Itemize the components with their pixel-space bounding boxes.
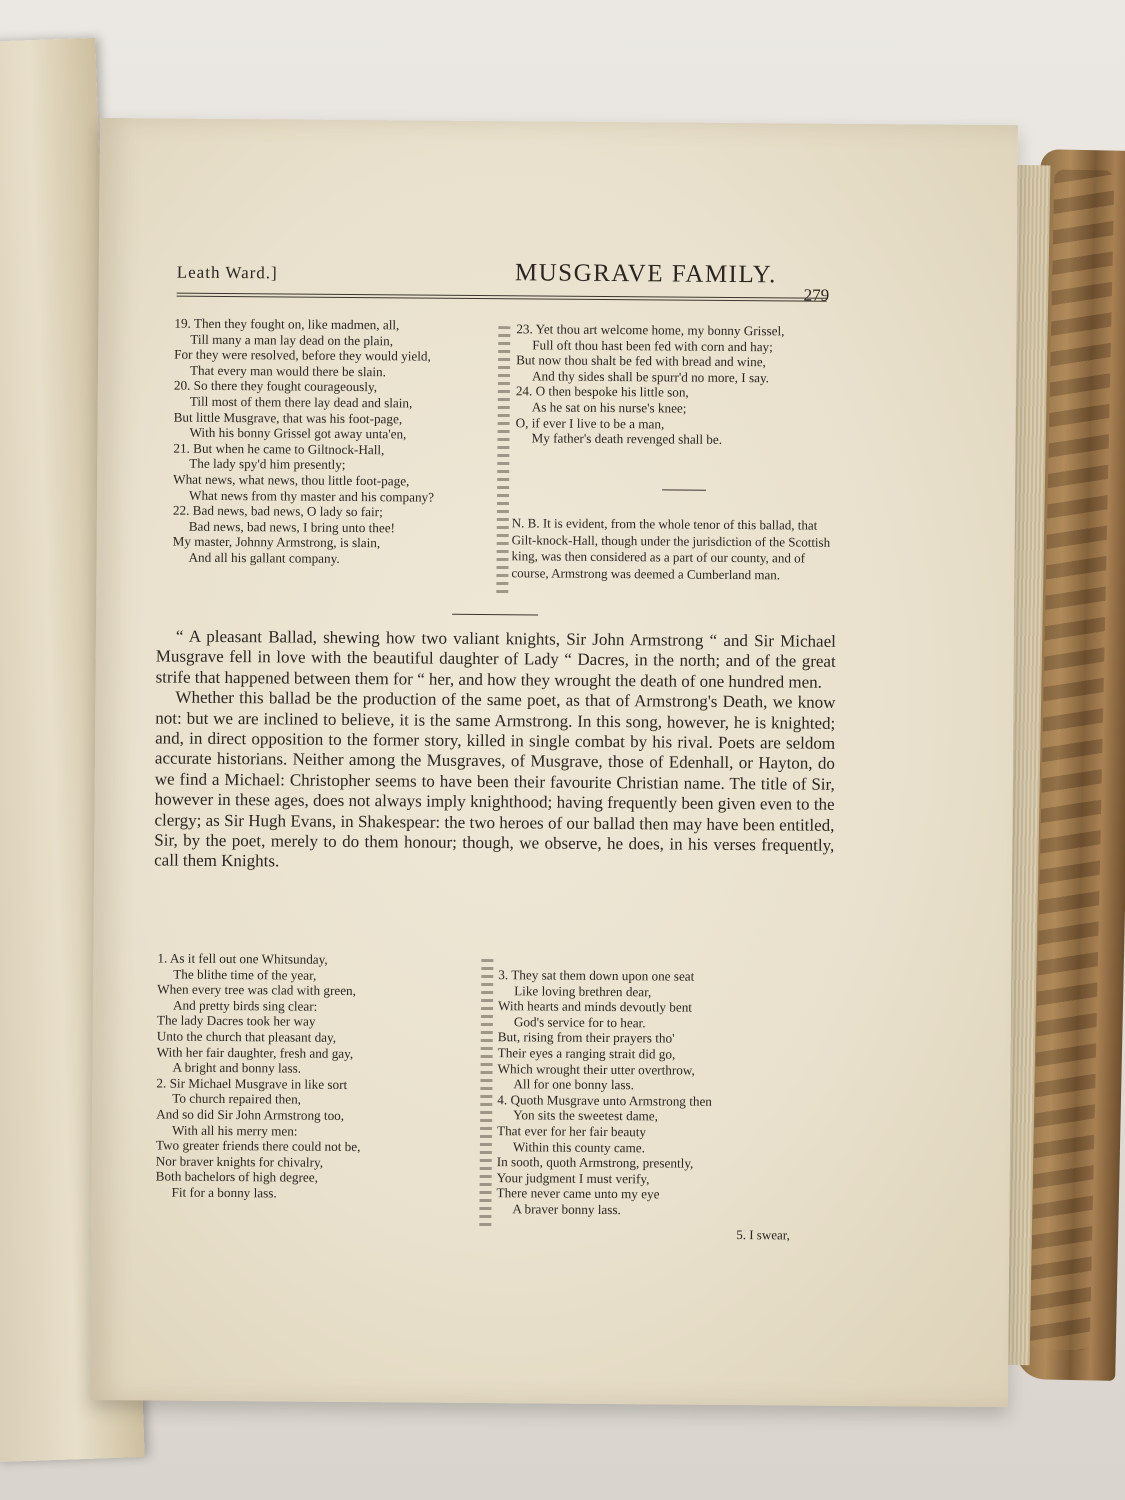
verse-column-top-right — [515, 321, 846, 448]
verse-line: And so did Sir John Armstrong too, — [156, 1106, 345, 1123]
verse-line: And all his gallant company. — [188, 549, 340, 566]
verse-line: With hearts and minds devoutly bent — [497, 998, 693, 1015]
ornamental-column-divider — [496, 326, 510, 596]
verse-line: That every man would there be slain. — [189, 362, 386, 380]
verse-line: A bright and bonny lass. — [172, 1059, 302, 1076]
verse-line: 3. They sat them down upon one seat — [498, 967, 695, 984]
section-rule — [452, 614, 538, 616]
verse-line: 22. Bad news, bad news, O lady so fair; — [172, 502, 383, 520]
verse-line: For they were resolved, before they would yield, — [174, 346, 431, 364]
verse-line: There never came unto my eye — [496, 1185, 660, 1202]
verse-line: 2. Sir Michael Musgrave in like sort — [156, 1075, 348, 1092]
verse-line: Nor braver knights for chivalry, — [155, 1153, 324, 1170]
verse-line: A braver bonny lass. — [512, 1201, 621, 1218]
verse-line: But little Musgrave, that was his foot-page, — [173, 409, 403, 426]
catchword: 5. I swear, — [736, 1227, 790, 1243]
short-rule — [662, 489, 706, 490]
verse-line: The lady Dacres took her way — [156, 1012, 316, 1030]
left-page-bleed-text — [0, 153, 87, 255]
verse-line: With her fair daughter, fresh and gay, — [156, 1044, 354, 1061]
verse-line: Two greater friends there could not be, — [155, 1137, 361, 1155]
page-title: MUSGRAVE FAMILY. — [514, 259, 777, 289]
verse-line: Their eyes a ranging strait did go, — [497, 1045, 676, 1062]
header-rule — [177, 293, 827, 302]
verse-line: Both bachelors of high degree, — [155, 1168, 318, 1186]
verse-line: And thy sides shall be spurr'd no more, I say. — [531, 368, 770, 386]
verse-line: As he sat on his nurse's knee; — [531, 399, 687, 416]
verse-line: Fit for a bonny lass. — [171, 1184, 277, 1201]
verse-line: Yon sits the sweetest dame, — [513, 1107, 659, 1124]
verse-line: 19. Then they fought on, like madmen, all, — [174, 315, 400, 333]
verse-line: 21. But when he came to Giltnock-Hall, — [173, 440, 385, 457]
verse-line: And pretty birds sing clear: — [172, 997, 318, 1014]
verse-line: With his bonny Grissel got away unta'en, — [189, 424, 407, 442]
verse-line: 24. O then bespoke his little son, — [515, 383, 689, 401]
verse-line: Full oft thou hast been fed with corn and hay; — [532, 336, 773, 354]
section-label: Leath Ward.] — [176, 262, 278, 283]
editor-note: N. B. It is evident, from the whole tenor of this ballad, that Gilt-knock-Hall, though under the jurisdiction of the Scottish king, was then considered as a part of our county, and of course, Armstrong was deemed a Cumberland man. — [511, 515, 831, 582]
verse-line: My master, Johnny Armstrong, is slain, — [172, 533, 381, 551]
verse-line: That ever for her fair beauty — [497, 1123, 647, 1140]
verse-line: 4. Quoth Musgrave unto Armstrong then — [497, 1091, 713, 1109]
verse-line: All for one bonny lass. — [513, 1076, 634, 1093]
verse-line: Unto the church that pleasant day, — [156, 1028, 337, 1045]
verse-line: What news from thy master and his company? — [188, 487, 435, 505]
prose-block — [154, 626, 836, 876]
ornamental-column-divider — [479, 959, 493, 1229]
verse-line: The blithe time of the year, — [173, 966, 317, 983]
verse-column-bottom-right — [496, 967, 828, 1219]
verse-line: Till many a man lay dead on the plain, — [190, 331, 394, 348]
book-page — [90, 118, 1018, 1407]
verse-line: Like loving brethren dear, — [514, 982, 652, 999]
verse-line: Which wrought their utter overthrow, — [497, 1060, 695, 1078]
verse-line: The lady spy'd him presently; — [189, 456, 346, 473]
verse-line: What news, what news, thou little foot-page, — [173, 471, 410, 489]
ballad-title-paragraph: “ A pleasant Ballad, shewing how two valiant knights, Sir John Armstrong “ and Sir Michael Musgrave fell in love with the beautiful daughter of Lady “ Dacres, in the north; and of the great strife that happened between them for “ her, and how they wrought the death of one hundred men. — [155, 626, 836, 692]
verse-line: But now thou shalt be fed with bread and wine, — [516, 352, 766, 370]
verse-line: O, if ever I live to be a man, — [515, 414, 665, 432]
verse-line: In sooth, quoth Armstrong, presently, — [496, 1154, 694, 1171]
page-number: 279 — [803, 285, 830, 305]
verse-line: God's service for to hear. — [513, 1014, 646, 1031]
verse-line: 20. So there they fought courageously, — [173, 377, 378, 395]
verse-column-top-left — [172, 316, 504, 568]
verse-line: Bad news, bad news, I bring unto thee! — [188, 518, 396, 536]
verse-line: 1. As it fell out one Whitsunday, — [157, 950, 328, 967]
verse-line: Your judgment I must verify, — [496, 1169, 650, 1187]
verse-line: Within this county came. — [512, 1138, 646, 1155]
verse-line: With all his merry men: — [171, 1122, 298, 1139]
running-head — [177, 257, 867, 290]
verse-line: But, rising from their prayers tho' — [497, 1029, 675, 1046]
verse-column-bottom-left — [156, 950, 478, 1202]
verse-line: When every tree was clad with green, — [157, 981, 357, 999]
verse-line: 23. Yet thou art welcome home, my bonny Grissel, — [516, 321, 785, 339]
commentary-paragraph: Whether this ballad be the production of the same poet, as that of Armstrong's Death, we know not: but we are inclined to believe, it is the same Armstrong. In this song, however, he is knighted; and, in direct opposition to the former story, killed in single combat by his rival. Poets are seldom accurate historians. Neither among the Musgraves, of Musgrave, those of Edenhall, or Hayton, do we find a Michael: Christopher seems to have been their favourite Christian name. The title of Sir, however in these ages, does not always imply knighthood; having frequently been given even to the clergy; as Sir Hugh Evans, in Shakespear: the two heroes of our ballad then may have been entitled, Sir, by the poet, merely to do them honour; though, we observe, he does, in his verses frequently, call them Knights. — [154, 687, 836, 871]
verse-line: Till most of them there lay dead and slain, — [189, 393, 413, 411]
verse-line: My father's death revenged shall be. — [531, 430, 723, 448]
verse-line: To church repaired then, — [172, 1090, 302, 1107]
